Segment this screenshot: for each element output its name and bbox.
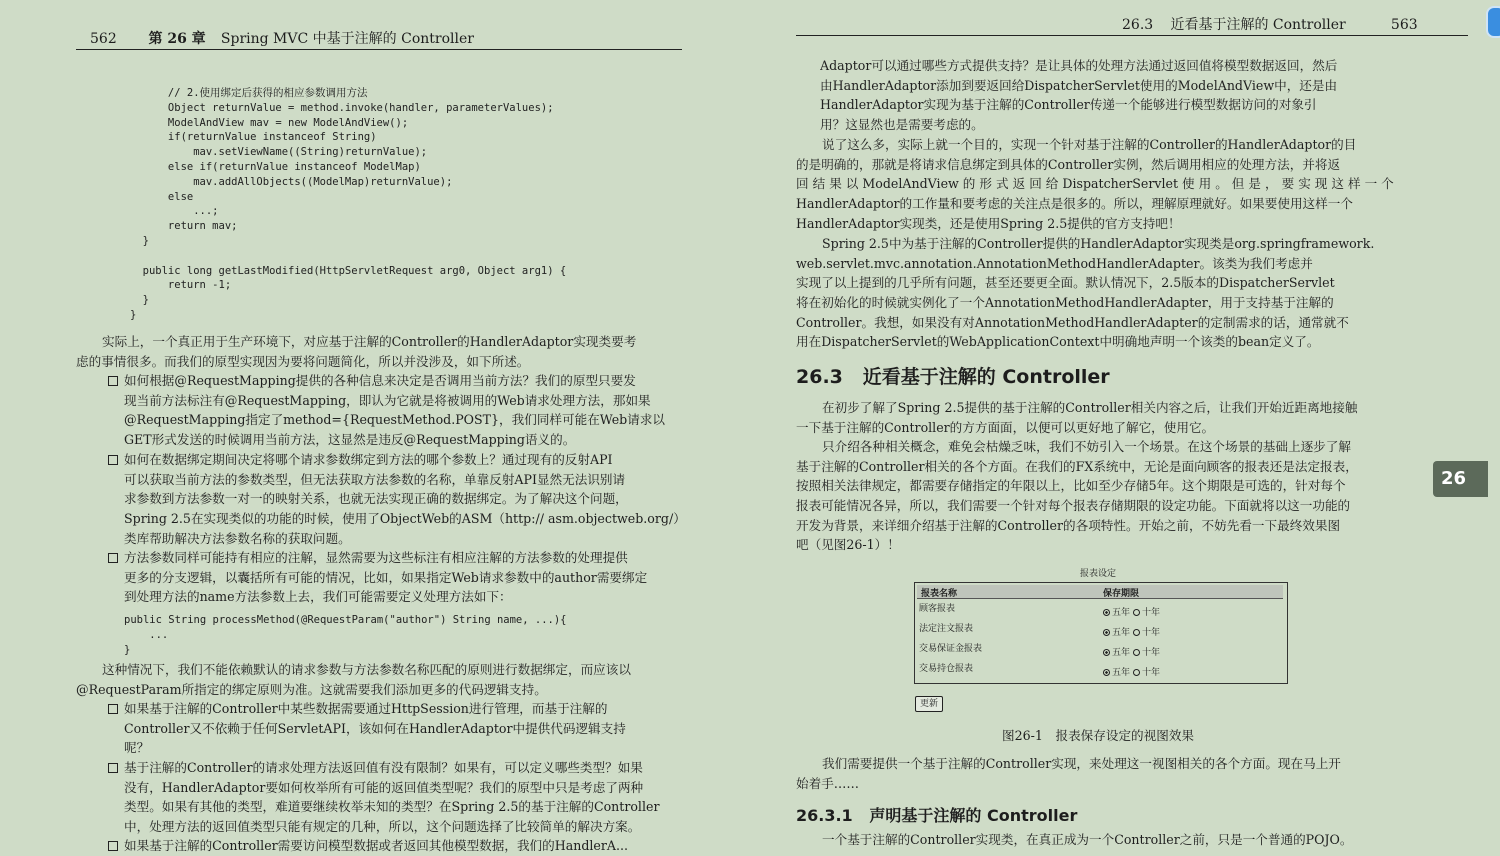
checkbox-bullet-icon <box>108 455 118 465</box>
right-section-title: 近看基于注解的 Controller <box>1170 17 1346 33</box>
report-name: 顾客报表 <box>919 604 956 614</box>
radio-five-years[interactable] <box>1103 669 1110 676</box>
text-line: // 2.使用绑定后获得的相应参数调用方法 <box>130 87 368 99</box>
option-five-label: 五年 <box>1112 668 1131 678</box>
text-line: public long getLastModified(HttpServletRequest arg0, Object arg1) { <box>130 264 567 277</box>
text-line: 类型。如果有其他的类型，难道要继续枚举未知的类型？在Spring 2.5的基于注解的Controller <box>124 799 660 815</box>
text-line <box>130 249 566 264</box>
text-line: 可以获取当前方法的参数类型，但无法获取方法参数的名称，单靠反射API显然无法识别请 <box>124 471 626 487</box>
right-paragraph-1 <box>820 56 1412 135</box>
text-line: 类库帮助解决方法参数名称的获取问题。 <box>124 530 351 546</box>
text-line: @RequestMapping指定了method={RequestMethod.POST}，我们同样可能在Web请求以 <box>124 412 666 428</box>
chapter-tab: 26 <box>1433 461 1488 497</box>
text-line: 如果基于注解的Controller中某些数据需要通过HttpSession进行管理，而基于注解的 <box>124 701 608 716</box>
table-row <box>919 601 1285 619</box>
text-line: return mav; <box>130 220 238 233</box>
option-five-label: 五年 <box>1112 628 1131 638</box>
text-line: 的是明确的，那就是将请求信息绑定到具体的Controller实例，然后调用相应的处理方法，并将返 <box>796 156 1341 172</box>
text-line: Controller又不依赖于任何ServletAPI，该如何在HandlerAdaptor中提供代码逻辑支持 <box>124 720 626 736</box>
retention-options <box>1103 645 1160 658</box>
code-block-process-method <box>124 613 567 657</box>
text-line: 求参数到方法参数一对一的映射关系，也就无法实现正确的数据绑定。为了解决这个问题， <box>124 491 628 507</box>
left-chapter-label: 第 26 章 <box>148 31 206 47</box>
text-line: 中，处理方法的返回值类型只能有规定的几种，所以，这个问题选择了比较简单的解决方案。 <box>124 819 641 835</box>
option-five-label: 五年 <box>1112 608 1131 618</box>
text-line: 用在DispatcherServlet的WebApplicationContext中明确地声明一个该类的bean定义了。 <box>796 334 1320 350</box>
col-retention: 保存期限 <box>1103 589 1140 599</box>
table-row <box>919 641 1285 659</box>
right-paragraph-4 <box>796 398 1412 437</box>
figure-title: 报表设定 <box>1080 569 1117 579</box>
option-ten-label: 十年 <box>1142 648 1161 658</box>
text-line: 基于注解的Controller的请求处理方法返回值有没有限制？如果有，可以定义哪些类型？如果 <box>124 760 643 775</box>
text-line: mav.setViewName((String)returnValue); <box>130 146 428 159</box>
checkbox-bullet-icon <box>108 553 118 563</box>
text-line: if(returnValue instanceof String) <box>130 131 377 144</box>
text-line: HandlerAdaptor实现类，还是使用Spring 2.5提供的官方支持吧！ <box>796 215 1181 231</box>
text-line: 一下基于注解的Controller的方方面面，以便可以更好地了解它，使用它。 <box>796 419 1215 435</box>
text-line: HandlerAdaptor的工作量和要考虑的关注点是很多的。所以，理解原理就好。如果要使用这样一个 <box>796 196 1353 212</box>
right-section-number: 26.3 <box>1122 17 1154 33</box>
text-line: Object returnValue = method.invoke(handler, parameterValues); <box>130 101 554 114</box>
text-line: } <box>130 234 149 247</box>
bullet-http-session <box>106 699 686 758</box>
scroll-handle-icon[interactable] <box>1486 6 1500 38</box>
bullet-return-type <box>106 758 686 837</box>
text-line: 没有，HandlerAdaptor要如何枚举所有可能的返回值类型呢？我们的原型中只是考虑了两种 <box>124 779 644 795</box>
retention-options <box>1103 665 1160 678</box>
bullet-param-annotation <box>106 548 686 607</box>
section-heading <box>796 362 1110 389</box>
text-line: 将在初始化的时候就实例化了一个AnnotationMethodHandlerAdapter，用于支持基于注解的 <box>796 295 1334 311</box>
option-five-label: 五年 <box>1112 648 1131 658</box>
text-line: else if(returnValue instanceof ModelMap) <box>130 160 421 173</box>
option-ten-label: 十年 <box>1142 608 1161 618</box>
left-header-rule <box>76 49 682 50</box>
text-line: 实际上，一个真正用于生产环境下，对应基于注解的Controller的HandlerAdaptor实现类要考 <box>102 334 637 349</box>
text-line: 实现了以上提到的几乎所有问题，甚至还要更全面。默认情况下，2.5版本的DispatcherServlet <box>796 275 1335 291</box>
table-header <box>917 585 1283 599</box>
report-name: 交易持仓报表 <box>919 664 974 674</box>
text-line: 用？这显然也是需要考虑的。 <box>820 117 984 133</box>
left-page-number: 562 <box>90 31 117 47</box>
section-heading-number: 26.3 <box>796 366 843 388</box>
bullet-request-mapping <box>106 371 686 450</box>
text-line: 如何根据@RequestMapping提供的各种信息来决定是否调用当前方法？我们的原型只要发 <box>124 373 636 388</box>
update-button[interactable]: 更新 <box>915 696 943 712</box>
subsection-title: 声明基于注解的 Controller <box>869 806 1078 825</box>
text-line: 如果基于注解的Controller需要访问模型数据或者返回其他模型数据，我们的HandlerA... <box>124 838 629 853</box>
text-line: 更多的分支逻辑，以囊括所有可能的情况，比如，如果指定Web请求参数中的author需要绑定 <box>124 569 648 585</box>
text-line: 到处理方法的name方法参数上去，我们可能需要定义处理方法如下： <box>124 589 512 605</box>
right-page-header <box>1122 14 1418 36</box>
text-line: 这种情况下，我们不能依赖默认的请求参数与方法参数名称匹配的原则进行数据绑定，而应该以 <box>102 662 631 677</box>
option-ten-label: 十年 <box>1142 668 1161 678</box>
report-name: 法定注文报表 <box>919 624 974 634</box>
radio-five-years[interactable] <box>1103 629 1110 636</box>
text-line: ...; <box>130 205 219 218</box>
text-line: 开发为背景，来详细介绍基于注解的Controller的各项特性。开始之前，不妨先看一下最终效果图 <box>796 517 1341 533</box>
checkbox-bullet-icon <box>108 763 118 773</box>
report-settings-table <box>914 582 1288 684</box>
text-line: 回 结 果 以 ModelAndView 的 形 式 返 回 给 DispatcherServlet 使 用 。 但 是 ， 要 实 现 这 样 一 个 <box>796 176 1394 192</box>
radio-ten-years[interactable] <box>1133 629 1140 636</box>
text-line: 吧（见图26-1）！ <box>796 537 900 553</box>
text-line: web.servlet.mvc.annotation.AnnotationMethodHandlerAdapter。该类为我们考虑并 <box>796 255 1313 271</box>
text-line: 呢？ <box>124 740 150 756</box>
radio-ten-years[interactable] <box>1133 609 1140 616</box>
report-name: 交易保证金报表 <box>919 644 983 654</box>
right-paragraph-3 <box>796 234 1412 352</box>
table-row <box>919 661 1285 679</box>
text-line: mav.addAllObjects((ModelMap)returnValue); <box>130 175 453 188</box>
text-line: ModelAndView mav = new ModelAndView(); <box>130 116 409 129</box>
retention-options <box>1103 605 1160 618</box>
left-chapter-title: Spring MVC 中基于注解的 Controller <box>220 31 474 47</box>
radio-five-years[interactable] <box>1103 609 1110 616</box>
text-line: } <box>130 308 137 321</box>
table-row <box>919 621 1285 639</box>
text-line: else <box>130 190 194 203</box>
text-line: 我们需要提供一个基于注解的Controller实现，来处理这一视图相关的各个方面。现在马上开 <box>822 756 1341 771</box>
checkbox-bullet-icon <box>108 704 118 714</box>
figure-caption: 图26-1 报表保存设定的视图效果 <box>1002 728 1195 743</box>
text-line: 按照相关法律规定，都需要存储指定的年限以上，比如至少存储5年。这个期限是可选的，针对每个 <box>796 478 1346 494</box>
text-line: Spring 2.5中为基于注解的Controller提供的HandlerAdaptor实现类是org.springframework. <box>822 236 1375 251</box>
text-line: 一个基于注解的Controller实现类，在真正成为一个Controller之前，只是一个普通的POJO。 <box>822 832 1353 847</box>
text-line: 在初步了解了Spring 2.5提供的基于注解的Controller相关内容之后，让我们开始近距离地接触 <box>822 400 1358 415</box>
text-line: 只介绍各种相关概念，难免会枯燥乏味，我们不妨引入一个场景。在这个场景的基础上逐步了解 <box>822 439 1351 454</box>
text-line: Spring 2.5在实现类似的功能的时候，使用了ObjectWeb的ASM（http:// asm.objectweb.org/） <box>124 511 686 527</box>
radio-five-years[interactable] <box>1103 649 1110 656</box>
text-line: HandlerAdaptor实现为基于注解的Controller传递一个能够进行模型数据访问的对象引 <box>820 97 1317 113</box>
bullet-model-data <box>106 836 686 856</box>
section-heading-title: 近看基于注解的 Controller <box>862 366 1110 388</box>
text-line: Adaptor可以通过哪些方式提供支持？是让具体的处理方法通过返回值将模型数据返回，然后 <box>820 58 1338 73</box>
text-line: 方法参数同样可能持有相应的注解，显然需要为这些标注有相应注解的方法参数的处理提供 <box>124 550 628 565</box>
text-line: Controller。我想，如果没有对AnnotationMethodHandlerAdapter的定制需求的话，通常就不 <box>796 314 1349 330</box>
text-line: 由HandlerAdaptor添加到要返回给DispatcherServlet使用的ModelAndView中，还是由 <box>820 77 1338 93</box>
left-paragraph-2 <box>76 660 682 699</box>
right-paragraph-2 <box>796 135 1412 233</box>
right-paragraph-7 <box>796 830 1412 850</box>
subsection-number: 26.3.1 <box>796 806 853 825</box>
text-line: 虑的事情很多。而我们的原型实现因为要将问题简化，所以并没涉及，如下所述。 <box>76 353 530 369</box>
right-header-rule <box>796 35 1468 36</box>
text-line: } <box>124 643 131 656</box>
subsection-heading <box>796 803 1077 826</box>
text-line: ... <box>124 628 169 641</box>
code-block-invoke <box>130 86 566 323</box>
option-ten-label: 十年 <box>1142 628 1161 638</box>
right-paragraph-6 <box>796 754 1412 793</box>
text-line: GET形式发送的时候调用当前方法，这显然是违反@RequestMapping语义的。 <box>124 432 576 448</box>
left-paragraph-1 <box>76 332 682 371</box>
right-page-number: 563 <box>1390 17 1418 33</box>
left-page-header <box>90 28 474 50</box>
bullet-data-binding <box>106 450 686 548</box>
text-line: } <box>130 294 149 307</box>
checkbox-bullet-icon <box>108 841 118 851</box>
text-line: 现当前方法标注有@RequestMapping，即认为它就是将被调用的Web请求处理方法，那如果 <box>124 392 651 408</box>
text-line: @RequestParam所指定的绑定原则为准。这就需要我们添加更多的代码逻辑支持。 <box>76 681 547 697</box>
radio-ten-years[interactable] <box>1133 649 1140 656</box>
text-line: 说了这么多，实际上就一个目的，实现一个针对基于注解的Controller的HandlerAdaptor的目 <box>822 137 1357 152</box>
right-paragraph-5 <box>796 437 1412 555</box>
text-line: 始着手…… <box>796 775 859 791</box>
radio-ten-years[interactable] <box>1133 669 1140 676</box>
text-line: return -1; <box>130 279 232 292</box>
text-line: 基于注解的Controller相关的各个方面。在我们的FX系统中，无论是面向顾客的报表还是法定报表， <box>796 458 1358 474</box>
text-line: 报表可能情况各异，所以，我们需要一个针对每个报表存储期限的设定功能。下面就将以这一功能的 <box>796 498 1351 514</box>
text-line: public String processMethod(@RequestParam("author") String name, ...){ <box>124 614 567 626</box>
checkbox-bullet-icon <box>108 376 118 386</box>
col-report-name: 报表名称 <box>921 589 958 599</box>
text-line: 如何在数据绑定期间决定将哪个请求参数绑定到方法的哪个参数上？通过现有的反射API <box>124 452 613 467</box>
retention-options <box>1103 625 1160 638</box>
